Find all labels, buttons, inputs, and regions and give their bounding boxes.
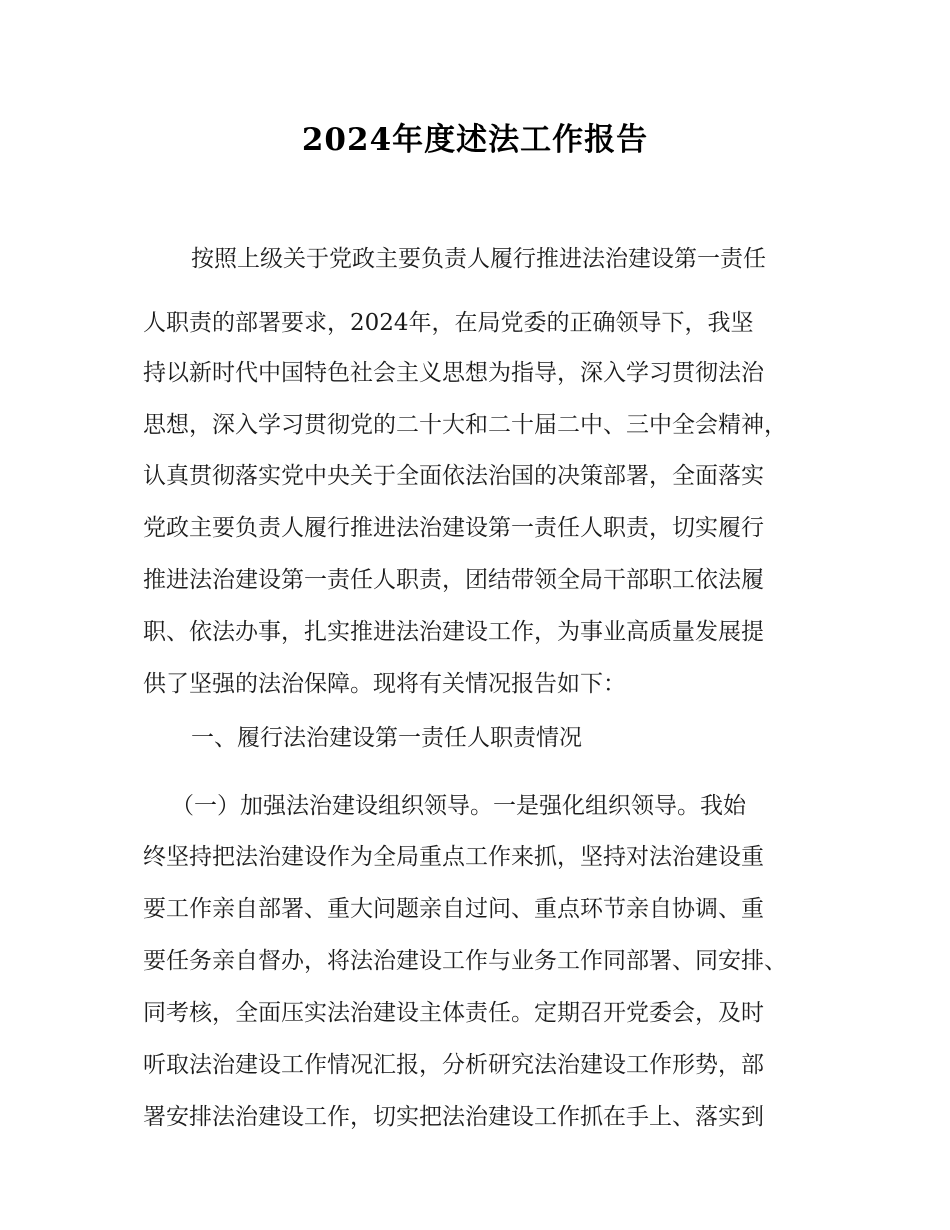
paragraph-line: 持以新时代中国特色社会主义思想为指导，深入学习贯彻法治 [143, 360, 764, 386]
paragraph-line: 供了坚强的法治保障。现将有关情况报告如下： [143, 671, 626, 697]
paragraph-line: 党政主要负责人履行推进法治建设第一责任人职责，切实履行 [143, 515, 764, 541]
paragraph-line: 听取法治建设工作情况汇报，分析研究法治建设工作形势，部 [143, 1052, 764, 1078]
paragraph-line: 要任务亲自督办，将法治建设工作与业务工作同部署、同安排、 [143, 948, 787, 974]
document-title: 2024年度述法工作报告 [301, 122, 649, 158]
paragraph-line: 认真贯彻落实党中央关于全面依法治国的决策部署，全面落实 [143, 463, 764, 489]
paragraph-line: 署安排法治建设工作，切实把法治建设工作抓在手上、落实到 [143, 1104, 764, 1130]
paragraph-line: 职、依法办事，扎实推进法治建设工作，为事业高质量发展提 [143, 619, 764, 645]
paragraph-line: 人职责的部署要求，2024年，在局党委的正确领导下，我坚 [143, 310, 754, 336]
paragraph-line: 同考核，全面压实法治建设主体责任。定期召开党委会，及时 [143, 1000, 764, 1026]
paragraph-line: 按照上级关于党政主要负责人履行推进法治建设第一责任 [191, 246, 766, 272]
paragraph-line: 终坚持把法治建设作为全局重点工作来抓，坚持对法治建设重 [143, 844, 764, 870]
paragraph-line: （一）加强法治建设组织领导。一是强化组织领导。我始 [171, 793, 746, 819]
section-heading: 一、履行法治建设第一责任人职责情况 [191, 725, 582, 751]
paragraph-line: 要工作亲自部署、重大问题亲自过问、重点环节亲自协调、重 [143, 896, 764, 922]
paragraph-line: 推进法治建设第一责任人职责，团结带领全局干部职工依法履 [143, 567, 764, 593]
paragraph-line: 思想，深入学习贯彻党的二十大和二十届二中、三中全会精神， [143, 412, 787, 438]
